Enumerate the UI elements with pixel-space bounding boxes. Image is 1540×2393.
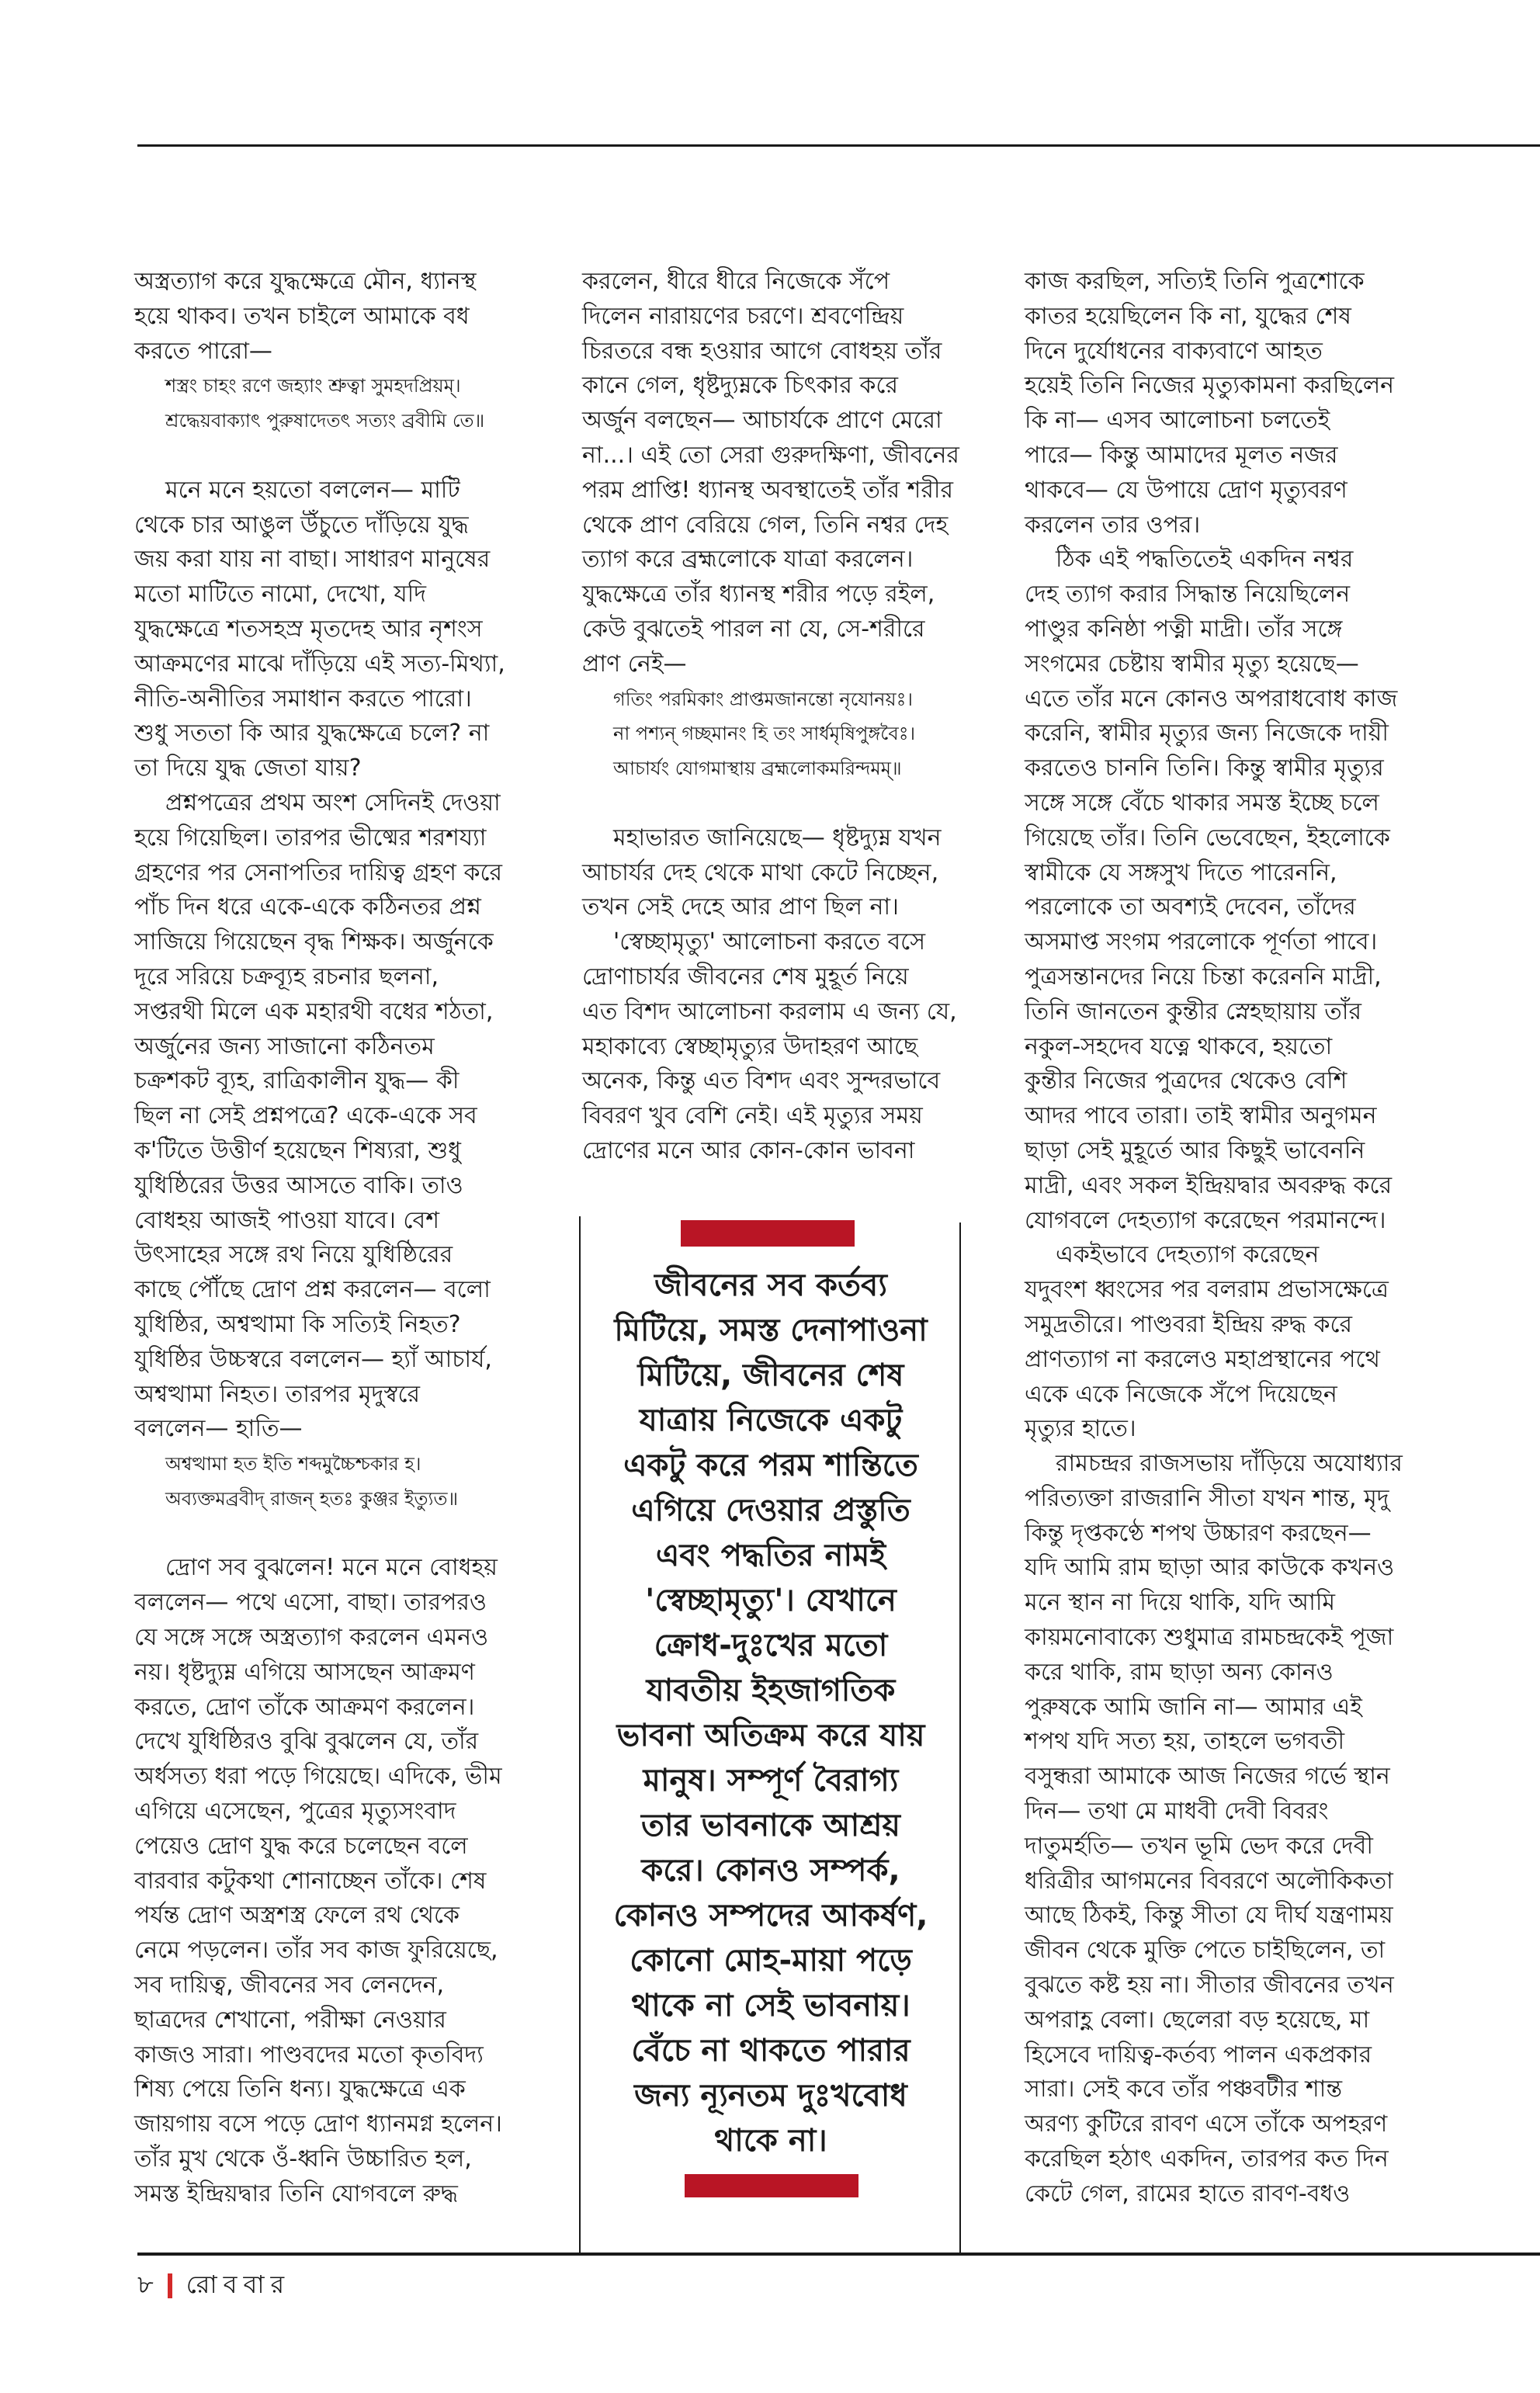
text-line: বললেন— হাতি—	[134, 1415, 303, 1443]
pull-quote-line: যাবতীয় ইহজাগতিক	[646, 1673, 896, 1708]
article-column-3	[1025, 265, 1428, 2212]
text-line: মহাকাব্যে স্বেচ্ছামৃত্যুর উদাহরণ আছে	[582, 1032, 918, 1060]
text-line: সপ্তরথী মিলে এক মহারথী বধের শঠতা,	[134, 997, 494, 1025]
text-line: পরম প্রাপ্তি! ধ্যানস্থ অবস্থাতেই তাঁর শরীর	[582, 476, 953, 504]
text-line: গ্রহণের পর সেনাপতির দায়িত্ব গ্রহণ করে	[134, 858, 503, 886]
text-line: মনে মনে হয়তো বললেন— মাটি	[165, 476, 460, 504]
text-line: তখন সেই দেহে আর প্রাণ ছিল না।	[582, 893, 899, 921]
text-line: প্রশ্নপত্রের প্রথম অংশ সেদিনই দেওয়া	[165, 789, 501, 817]
text-line: জয় করা যায় না বাছা। সাধারণ মানুষের	[134, 546, 491, 574]
text-line: অস্ত্রত্যাগ করে যুদ্ধক্ষেত্রে মৌন, ধ্যানস্থ	[134, 268, 477, 295]
pull-quote-line: বেঁচে না থাকতে পারার	[631, 2033, 910, 2069]
text-line: মৃত্যুর হাতে।	[1025, 1415, 1136, 1443]
text-line: পর্যন্ত দ্রোণ অস্ত্রশস্ত্র ফেলে রথ থেকে	[134, 1902, 460, 1930]
verse-line: না পশ্যন্ গচ্ছমানং হি তং সার্ধমৃষিপুঙ্গবৈঃ।	[613, 723, 916, 745]
pull-quote-line: কোনো মোহ-মায়া পড়ে	[630, 1943, 912, 1979]
text-line: পুত্রসন্তানদের নিয়ে চিন্তা করেননি মাদ্রী,	[1025, 962, 1382, 990]
text-line: মতো মাটিতে নামো, দেখো, যদি	[134, 581, 427, 609]
text-line: পারে— কিন্তু আমাদের মূলত নজর	[1025, 441, 1338, 469]
text-line: দ্রোণাচার্যর জীবনের শেষ মুহূর্ত নিয়ে	[582, 962, 909, 990]
text-line: দিলেন নারায়ণের চরণে। শ্রবণেন্দ্রিয়	[582, 302, 904, 330]
text-line: সঙ্গে সঙ্গে বেঁচে থাকার সমস্ত ইচ্ছে চলে	[1025, 789, 1379, 817]
text-line: অর্জুনের জন্য সাজানো কঠিনতম	[134, 1032, 435, 1060]
text-line: সাজিয়ে গিয়েছেন বৃদ্ধ শিক্ষক। অর্জুনকে	[134, 928, 494, 956]
text-line: অর্জুন বলছেন— আচার্যকে প্রাণে মেরো	[582, 407, 942, 435]
text-line: যে সঙ্গে সঙ্গে অস্ত্রত্যাগ করলেন এমনও	[134, 1624, 489, 1652]
text-line: পেয়েও দ্রোণ যুদ্ধ করে চলেছেন বলে	[134, 1832, 468, 1860]
text-line: দিনে দুর্যোধনের বাক্যবাণে আহত	[1025, 337, 1323, 365]
pull-quote-right-rule	[959, 1223, 961, 2253]
text-line: পাঁচ দিন ধরে একে-একে কঠিনতর প্রশ্ন	[134, 893, 481, 921]
text-line: পরলোকে তা অবশ্যই দেবেন, তাঁদের	[1025, 893, 1356, 921]
text-line: করতে, দ্রোণ তাঁকে আক্রমণ করলেন।	[134, 1693, 475, 1721]
text-line: থেকে প্রাণ বেরিয়ে গেল, তিনি নশ্বর দেহ	[582, 511, 949, 539]
text-line: অশ্বত্থামা নিহত। তারপর মৃদুস্বরে	[134, 1380, 421, 1408]
verse-line: অশ্বত্থামা হত ইতি শব্দমুচ্চৈশ্চকার হ।	[165, 1453, 421, 1476]
text-line: ছিল না সেই প্রশ্নপত্রে? একে-একে সব	[134, 1102, 477, 1130]
text-line: করেছিল হঠাৎ একদিন, তারপর কত দিন	[1025, 2145, 1389, 2173]
pull-quote-line: থাকে না সেই ভাবনায়।	[631, 1988, 910, 2024]
text-line: উৎসাহের সঙ্গে রথ নিয়ে যুধিষ্ঠিরের	[134, 1241, 453, 1269]
text-line: প্রাণত্যাগ না করলেও মহাপ্রস্থানের পথে	[1025, 1345, 1380, 1373]
verse-line: গতিং পরমিকাং প্রাপ্তমজানন্তো নৃযোনয়ঃ।	[613, 688, 914, 710]
text-line: কুন্তীর নিজের পুত্রদের থেকেও বেশি	[1025, 1067, 1348, 1095]
text-line: যুধিষ্ঠির উচ্চস্বরে বললেন— হ্যাঁ আচার্য,	[134, 1345, 492, 1373]
text-line: যুধিষ্ঠির, অশ্বত্থামা কি সত্যিই নিহত?	[134, 1310, 461, 1338]
text-line: অনেক, কিন্তু এত বিশদ এবং সুন্দরভাবে	[582, 1067, 941, 1095]
text-line: শুধু সততা কি আর যুদ্ধক্ষেত্রে চলে? না	[134, 720, 490, 747]
text-line: প্রাণ নেই—	[582, 650, 687, 678]
blank-line	[134, 439, 538, 473]
text-line: তাঁর মুখ থেকে ওঁ-ধ্বনি উচ্চারিত হল,	[134, 2145, 472, 2173]
text-line: সারা। সেই কবে তাঁর পঞ্চবটীর শান্ত	[1025, 2076, 1343, 2103]
article-column-1	[134, 265, 538, 2212]
pull-quote-line: 'স্বেচ্ছামৃত্যু'। যেখানে	[645, 1583, 897, 1618]
text-line: 'স্বেচ্ছামৃত্যু' আলোচনা করতে বসে	[613, 928, 926, 956]
page-footer	[137, 2265, 290, 2307]
pull-quote-line: মিটিয়ে, জীবনের শেষ	[637, 1358, 904, 1393]
text-line: দ্রোণ সব বুঝলেন! মনে মনে বোধহয়	[165, 1554, 498, 1582]
text-line: ছাড়া সেই মুহূর্তে আর কিছুই ভাবেননি	[1025, 1136, 1365, 1164]
text-line: যুদ্ধক্ষেত্রে শতসহস্র মৃতদেহ আর নৃশংস	[134, 615, 483, 643]
text-line: দেহ ত্যাগ করার সিদ্ধান্ত নিয়েছিলেন	[1025, 581, 1351, 609]
text-line: কি না— এসব আলোচনা চলতেই	[1025, 407, 1330, 435]
text-line: মহাভারত জানিয়েছে— ধৃষ্টদ্যুম্ন যখন	[613, 824, 942, 851]
text-line: স্বামীকে যে সঙ্গসুখ দিতে পারেননি,	[1025, 858, 1337, 886]
text-line: বললেন— পথে এসো, বাছা। তারপরও	[134, 1589, 487, 1617]
text-line: দ্রোণের মনে আর কোন-কোন ভাবনা	[582, 1136, 915, 1164]
text-line: যদুবংশ ধ্বংসের পর বলরাম প্রভাসক্ষেত্রে	[1025, 1276, 1389, 1304]
magazine-name: রোববার	[186, 2270, 291, 2299]
header-rule	[137, 144, 1540, 147]
text-line: শপথ যদি সত্য হয়, তাহলে ভগবতী	[1025, 1728, 1345, 1756]
text-line: করতে পারো—	[134, 337, 272, 365]
text-line: বোধহয় আজই পাওয়া যাবে। বেশ	[134, 1206, 439, 1234]
text-line: ধরিত্রীর আগমনের বিবরণে অলৌকিকতা	[1025, 1867, 1393, 1895]
pull-quote-bottom-bar	[685, 2174, 858, 2197]
text-line: কাজও সারা। পাণ্ডবদের মতো কৃতবিদ্য	[134, 2041, 484, 2069]
text-line: যুদ্ধক্ষেত্রে তাঁর ধ্যানস্থ শরীর পড়ে রইল,	[582, 581, 935, 609]
text-line: যদি আমি রাম ছাড়া আর কাউকে কখনও	[1025, 1554, 1395, 1582]
blank-line	[582, 786, 986, 821]
pull-quote-left-rule	[579, 1216, 581, 2253]
text-line: করলেন, ধীরে ধীরে নিজেকে সঁপে	[582, 268, 890, 295]
text-line: এগিয়ে এসেছেন, পুত্রের মৃত্যুসংবাদ	[134, 1798, 456, 1826]
footer-separator	[168, 2273, 172, 2298]
pull-quote-line: ভাবনা অতিক্রম করে যায়	[616, 1718, 925, 1753]
text-line: কিন্তু দৃপ্তকণ্ঠে শপথ উচ্চারণ করছেন—	[1025, 1519, 1372, 1547]
text-line: রামচন্দ্রর রাজসভায় দাঁড়িয়ে অযোধ্যার	[1056, 1450, 1403, 1478]
text-line: তা দিয়ে যুদ্ধ জেতা যায়?	[134, 754, 362, 782]
pull-quote-line: মানুষ। সম্পূর্ণ বৈরাগ্য	[643, 1763, 899, 1798]
text-line: পরিত্যক্তা রাজরানি সীতা যখন শান্ত, মৃদু	[1025, 1484, 1389, 1512]
text-line: যুধিষ্ঠিরের উত্তর আসতে বাকি। তাও	[134, 1171, 463, 1199]
text-line: করেনি, স্বামীর মৃত্যুর জন্য নিজেকে দায়ী	[1025, 720, 1389, 747]
text-line: করতেও চাননি তিনি। কিন্তু স্বামীর মৃত্যুর	[1025, 754, 1384, 782]
text-line: বারবার কটুকথা শোনাচ্ছেন তাঁকে। শেষ	[134, 1867, 487, 1895]
text-line: নীতি-অনীতির সমাধান করতে পারো।	[134, 685, 472, 713]
text-line: কেউ বুঝতেই পারল না যে, সে-শরীরে	[582, 615, 925, 643]
text-line: হয়ে থাকব। তখন চাইলে আমাকে বধ	[134, 302, 470, 330]
text-line: না...। এই তো সেরা গুরুদক্ষিণা, জীবনের	[582, 441, 959, 469]
pull-quote-line: এবং পদ্ধতির নামই	[655, 1538, 886, 1573]
pull-quote-line: জীবনের সব কর্তব্য	[654, 1268, 887, 1303]
text-line: আদর পাবে তারা। তাই স্বামীর অনুগমন	[1025, 1102, 1377, 1130]
text-line: কাতর হয়েছিলেন কি না, যুদ্ধের শেষ	[1025, 302, 1351, 330]
text-line: সংগমের চেষ্টায় স্বামীর মৃত্যু হয়েছে—	[1025, 650, 1359, 678]
text-line: এতে তাঁর মনে কোনও অপরাধবোধ কাজ	[1025, 685, 1398, 713]
text-line: চক্রশকট ব্যূহ, রাত্রিকালীন যুদ্ধ— কী	[134, 1067, 460, 1095]
verse-line: শস্ত্রং চাহং রণে জহ্যাং শ্রুত্বা সুমহদপ্রিয়ম্।	[165, 375, 461, 397]
text-line: থাকবে— যে উপায়ে দ্রোণ মৃত্যুবরণ	[1025, 476, 1348, 504]
text-line: কানে গেল, ধৃষ্টদ্যুম্নকে চিৎকার করে	[582, 372, 898, 400]
text-line: দিন— তথা মে মাধবী দেবী বিবরং	[1025, 1798, 1329, 1826]
pull-quote	[582, 1263, 959, 2163]
text-line: আছে ঠিকই, কিন্তু সীতা যে দীর্ঘ যন্ত্রণাময়	[1025, 1902, 1393, 1930]
text-line: পুরুষকে আমি জানি না— আমার এই	[1025, 1693, 1362, 1721]
pull-quote-line: থাকে না।	[714, 2123, 827, 2159]
pull-quote-line: তার ভাবনাকে আশ্রয়	[641, 1808, 900, 1843]
text-line: কায়মনোবাক্যে শুধুমাত্র রামচন্দ্রকেই পূজা	[1025, 1624, 1394, 1652]
text-line: বিবরণ খুব বেশি নেই। এই মৃত্যুর সময়	[582, 1102, 923, 1130]
text-line: দূরে সরিয়ে চক্রব্যূহ রচনার ছলনা,	[134, 962, 439, 990]
text-line: ছাত্রদের শেখানো, পরীক্ষা নেওয়ার	[134, 2006, 446, 2034]
text-line: হয়ে গিয়েছিল। তারপর ভীষ্মের শরশয্যা	[134, 824, 487, 851]
pull-quote-top-bar	[681, 1220, 855, 1247]
text-line: অপরাহ্ণ বেলা। ছেলেরা বড় হয়েছে, মা	[1025, 2006, 1370, 2034]
text-line: দেখে যুধিষ্ঠিরও বুঝি বুঝলেন যে, তাঁর	[134, 1728, 479, 1756]
text-line: হিসেবে দায়িত্ব-কর্তব্য পালন একপ্রকার	[1025, 2041, 1372, 2069]
text-line: দাতুমর্হতি— তখন ভূমি ভেদ করে দেবী	[1025, 1832, 1373, 1860]
text-line: মনে স্থান না দিয়ে থাকি, যদি আমি	[1025, 1589, 1336, 1617]
text-line: বুঝতে কষ্ট হয় না। সীতার জীবনের তখন	[1025, 1972, 1394, 1999]
text-line: কাজ করছিল, সত্যিই তিনি পুত্রশোকে	[1025, 268, 1365, 295]
footer-rule	[137, 2253, 1540, 2256]
text-line: সমুদ্রতীরে। পাণ্ডবরা ইন্দ্রিয় রুদ্ধ করে	[1025, 1310, 1353, 1338]
text-line: চিরতরে বন্ধ হওয়ার আগে বোধহয় তাঁর	[582, 337, 942, 365]
text-line: শিষ্য পেয়ে তিনি ধন্য। যুদ্ধক্ষেত্রে এক	[134, 2076, 466, 2103]
text-line: হয়েই তিনি নিজের মৃত্যুকামনা করছিলেন	[1025, 372, 1395, 400]
text-line: জীবন থেকে মুক্তি পেতে চাইছিলেন, তা	[1025, 1937, 1386, 1965]
text-line: পাণ্ডুর কনিষ্ঠা পত্নী মাদ্রী। তাঁর সঙ্গে	[1025, 615, 1343, 643]
text-line: করলেন তার ওপর।	[1025, 511, 1201, 539]
text-line: আক্রমণের মাঝে দাঁড়িয়ে এই সত্য-মিথ্যা,	[134, 650, 505, 678]
pull-quote-line: যাত্রায় নিজেকে একটু	[639, 1403, 903, 1438]
pull-quote-line: মিটিয়ে, সমস্ত দেনাপাওনা	[614, 1313, 928, 1348]
text-line: সমস্ত ইন্দ্রিয়দ্বার তিনি যোগবলে রুদ্ধ	[134, 2180, 458, 2207]
text-line: ঠিক এই পদ্ধতিতেই একদিন নশ্বর	[1056, 546, 1354, 574]
text-line: থেকে চার আঙুল উঁচুতে দাঁড়িয়ে যুদ্ধ	[134, 511, 469, 539]
blank-line	[134, 1517, 538, 1552]
text-line: ত্যাগ করে ব্রহ্মলোকে যাত্রা করলেন।	[582, 546, 914, 574]
text-line: একইভাবে দেহত্যাগ করেছেন	[1056, 1241, 1320, 1269]
text-line: তিনি জানতেন কুন্তীর স্নেহছায়ায় তাঁর	[1025, 997, 1361, 1025]
verse-line: আচার্যং যোগমাস্থায় ব্রহ্মলোকমরিন্দমম্॥	[613, 758, 902, 780]
text-line: নয়। ধৃষ্টদ্যুম্ন এগিয়ে আসছেন আক্রমণ	[134, 1658, 475, 1686]
verse-line: শ্রদ্ধেয়বাক্যাৎ পুরুষাদেতৎ সত্যং ব্রবীমি তে॥	[165, 410, 485, 432]
text-line: এত বিশদ আলোচনা করলাম এ জন্য যে,	[582, 997, 957, 1025]
verse-line: অব্যক্তমব্রবীদ্ রাজন্ হতঃ কুঞ্জর ইত্যুত॥	[165, 1487, 459, 1510]
text-line: একে একে নিজেকে সঁপে দিয়েছেন	[1025, 1380, 1337, 1408]
page-number: ৮	[137, 2270, 154, 2299]
text-line: অসমাপ্ত সংগম পরলোকে পূর্ণতা পাবে।	[1025, 928, 1378, 956]
pull-quote-line: করে। কোনও সম্পর্ক,	[641, 1853, 900, 1888]
text-line: মাদ্রী, এবং সকল ইন্দ্রিয়দ্বার অবরুদ্ধ করে	[1025, 1171, 1393, 1199]
text-line: সব দায়িত্ব, জীবনের সব লেনদেন,	[134, 1972, 445, 1999]
text-line: কাছে পৌঁছে দ্রোণ প্রশ্ন করলেন— বলো	[134, 1276, 491, 1304]
text-line: নেমে পড়লেন। তাঁর সব কাজ ফুরিয়েছে,	[134, 1937, 498, 1965]
pull-quote-line: কোনও সম্পদের আকর্ষণ,	[613, 1898, 928, 1933]
text-line: বসুন্ধরা আমাকে আজ নিজের গর্ভে স্থান	[1025, 1763, 1390, 1791]
pull-quote-line: একটু করে পরম শান্তিতে	[623, 1448, 918, 1483]
article-column-2	[582, 265, 986, 1169]
text-line: যোগবলে দেহত্যাগ করেছেন পরমানন্দে।	[1025, 1206, 1386, 1234]
text-line: গিয়েছে তাঁর। তিনি ভেবেছেন, ইহলোকে	[1025, 824, 1390, 851]
pull-quote-line: এগিয়ে দেওয়ার প্রস্তুতি	[631, 1493, 910, 1528]
text-line: ক'টিতে উত্তীর্ণ হয়েছেন শিষ্যরা, শুধু	[134, 1136, 461, 1164]
pull-quote-line: ক্রোধ-দুঃখের মতো	[654, 1628, 888, 1663]
text-line: আচার্যর দেহ থেকে মাথা কেটে নিচ্ছেন,	[582, 858, 939, 886]
pull-quote-line: জন্য ন্যূনতম দুঃখবোধ	[634, 2078, 907, 2114]
text-line: নকুল-সহদেব যত্নে থাকবে, হয়তো	[1025, 1032, 1333, 1060]
text-line: করে থাকি, রাম ছাড়া অন্য কোনও	[1025, 1658, 1334, 1686]
text-line: অর্ধসত্য ধরা পড়ে গিয়েছে। এদিকে, ভীম	[134, 1763, 502, 1791]
text-line: কেটে গেল, রামের হাতে রাবণ-বধও	[1025, 2180, 1351, 2207]
text-line: জায়গায় বসে পড়ে দ্রোণ ধ্যানমগ্ন হলেন।	[134, 2110, 502, 2138]
text-line: অরণ্য কুটিরে রাবণ এসে তাঁকে অপহরণ	[1025, 2110, 1388, 2138]
